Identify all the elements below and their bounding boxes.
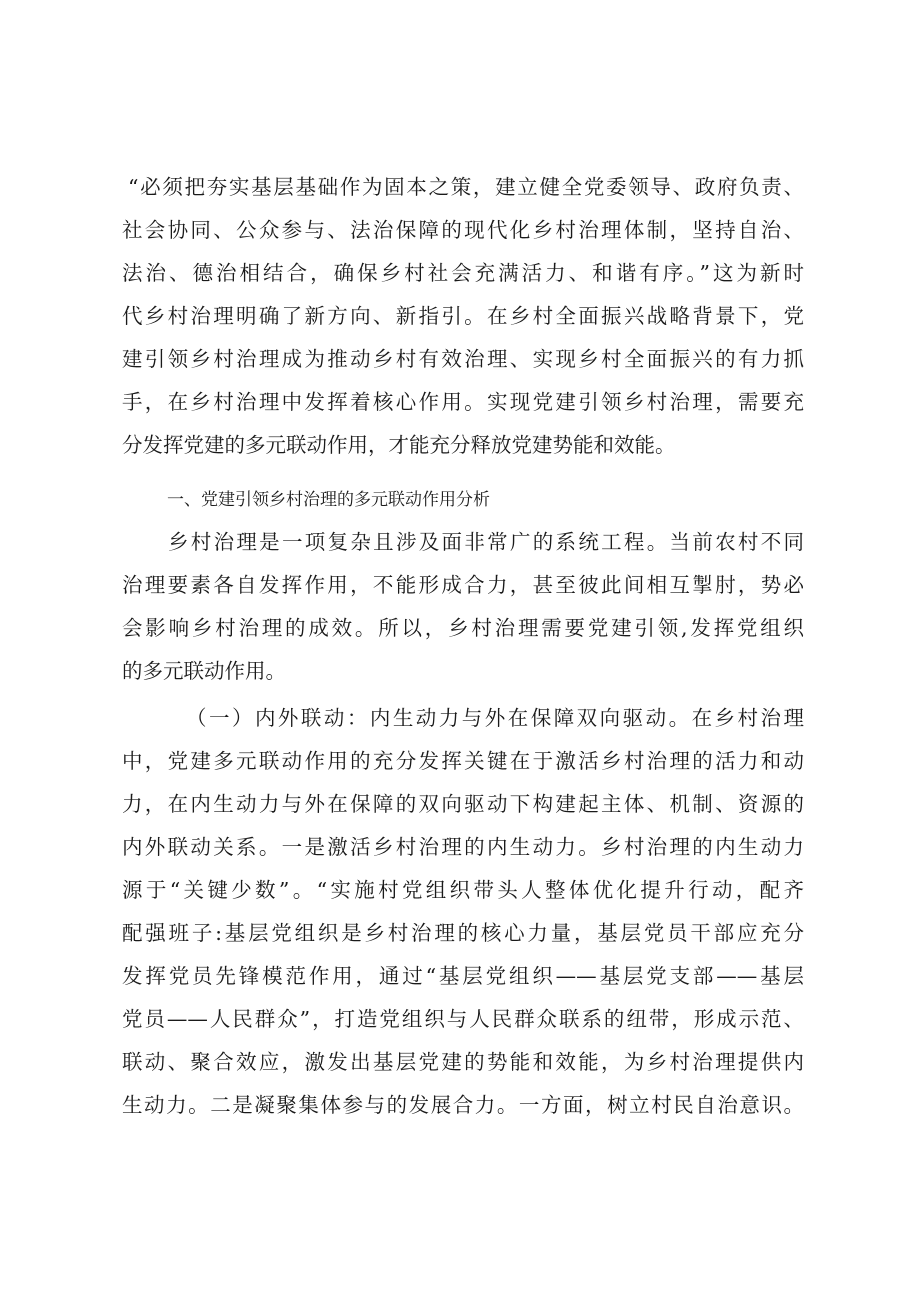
paragraph-line: 发挥党员先锋模范作用，通过“基层党组织——基层党支部——基层 bbox=[122, 964, 804, 988]
paragraph-line: 内外联动关系。一是激活乡村治理的内生动力。乡村治理的内生动力 bbox=[122, 835, 804, 859]
paragraph-line: 生动力。二是凝聚集体参与的发展合力。一方面，树立村民自治意识。 bbox=[122, 1093, 804, 1117]
paragraph-line: 建引领乡村治理成为推动乡村有效治理、实现乡村全面振兴的有力抓 bbox=[122, 347, 804, 371]
paragraph-line: 分发挥党建的多元联动作用，才能充分释放党建势能和效能。 bbox=[122, 433, 676, 457]
subsection-heading-line: （一）内外联动：内生动力与外在保障双向驱动。在乡村治理 bbox=[186, 706, 804, 730]
paragraph-line: 的多元联动作用。 bbox=[122, 659, 286, 683]
paragraph-line: 力，在内生动力与外在保障的双向驱动下构建起主体、机制、资源的 bbox=[122, 792, 804, 816]
paragraph-line: “必须把夯实基层基础作为固本之策，建立健全党委领导、政府负责、 bbox=[128, 175, 804, 199]
paragraph-line: 乡村治理是一项复杂且涉及面非常广的系统工程。当前农村不同 bbox=[168, 530, 804, 554]
paragraph-line: 党员——人民群众”，打造党组织与人民群众联系的纽带，形成示范、 bbox=[122, 1007, 804, 1031]
paragraph-line: 法治、德治相结合，确保乡村社会充满活力、和谐有序。”这为新时 bbox=[122, 261, 804, 285]
paragraph-line: 中，党建多元联动作用的充分发挥关键在于激活乡村治理的活力和动 bbox=[122, 749, 804, 773]
paragraph-line: 代乡村治理明确了新方向、新指引。在乡村全面振兴战略背景下，党 bbox=[122, 304, 804, 328]
paragraph-line: 社会协同、公众参与、法治保障的现代化乡村治理体制，坚持自治、 bbox=[122, 218, 804, 242]
paragraph-line: 源于“关键少数”。“实施村党组织带头人整体优化提升行动，配齐 bbox=[122, 878, 804, 902]
paragraph-line: 联动、聚合效应，激发出基层党建的势能和效能，为乡村治理提供内 bbox=[122, 1050, 804, 1074]
paragraph-line: 会影响乡村治理的成效。所以，乡村治理需要党建引领,发挥党组织 bbox=[122, 616, 804, 640]
section-heading: 一、党建引领乡村治理的多元联动作用分析 bbox=[167, 490, 490, 510]
paragraph-line: 治理要素各自发挥作用，不能形成合力，甚至彼此间相互掣肘，势必 bbox=[122, 573, 804, 597]
paragraph-line: 配强班子:基层党组织是乡村治理的核心力量，基层党员干部应充分 bbox=[122, 921, 804, 945]
paragraph-line: 手，在乡村治理中发挥着核心作用。实现党建引领乡村治理，需要充 bbox=[122, 390, 804, 414]
